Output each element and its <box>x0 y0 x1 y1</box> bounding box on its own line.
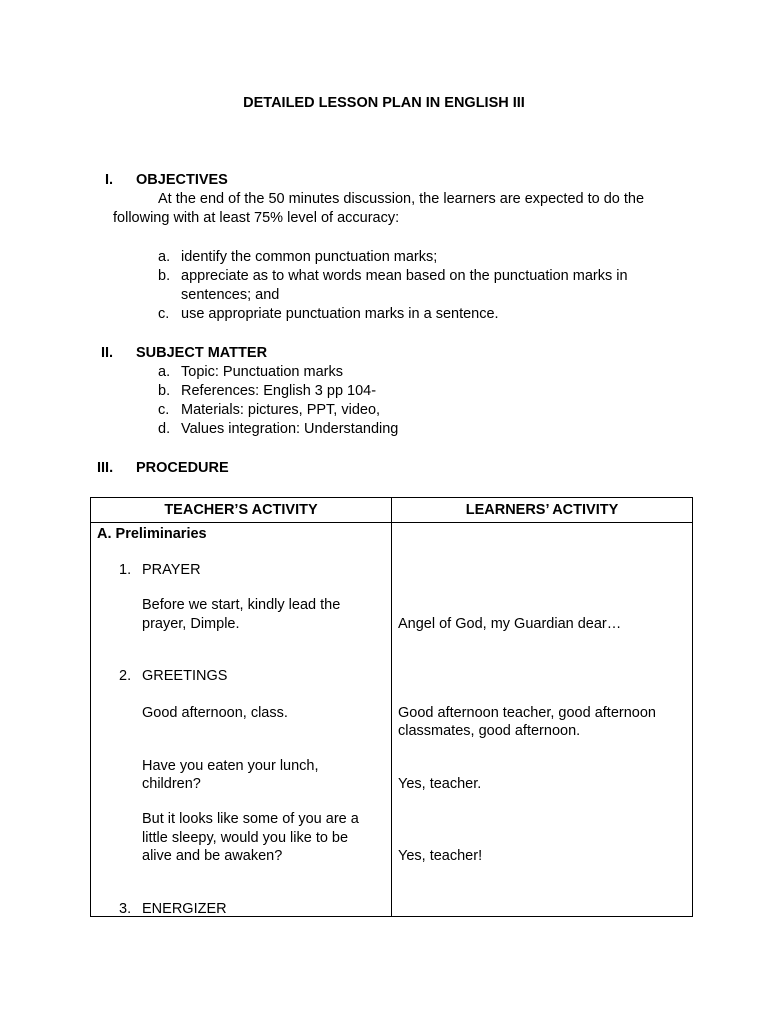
objectives-intro-line1: At the end of the 50 minutes discussion, the learners are expected to do the <box>158 191 645 207</box>
objective-item-text: use appropriate punctuation marks in a sentence. <box>181 306 499 322</box>
subject-item-c <box>158 401 558 420</box>
step-number: 1. <box>119 562 132 578</box>
teacher-line: children? <box>142 776 201 792</box>
subject-item-label: c. <box>158 402 170 418</box>
learners-activity-header: LEARNERS’ ACTIVITY <box>392 498 693 523</box>
objective-item-text: identify the common punctuation marks; <box>181 249 438 265</box>
subject-item-b <box>158 382 558 401</box>
subject-item-a <box>158 363 558 382</box>
teacher-line: But it looks like some of you are a <box>142 811 359 827</box>
subject-item-text: Topic: Punctuation marks <box>181 364 343 380</box>
learner-line: Yes, teacher. <box>398 776 482 792</box>
subject-item-text: Values integration: Understanding <box>181 421 399 437</box>
teacher-activity-header: TEACHER’S ACTIVITY <box>91 498 392 523</box>
objective-item-label: b. <box>158 268 171 284</box>
teacher-line: Have you eaten your lunch, <box>142 758 319 774</box>
teacher-line: prayer, Dimple. <box>142 616 240 632</box>
subject-item-label: d. <box>158 421 171 437</box>
subject-item-text: References: English 3 pp 104- <box>181 383 377 399</box>
objective-item-label: c. <box>158 306 170 322</box>
table-row <box>91 523 693 917</box>
teacher-line: alive and be awaken? <box>142 848 283 864</box>
table-header-row <box>91 498 693 523</box>
learner-line: Angel of God, my Guardian dear… <box>398 616 622 632</box>
procedure-table <box>90 497 693 917</box>
subject-item-text: Materials: pictures, PPT, video, <box>181 402 381 418</box>
objective-item-label: a. <box>158 249 171 265</box>
objective-item-text-continued: sentences; and <box>181 287 280 303</box>
subject-matter-heading: SUBJECT MATTER <box>136 345 268 361</box>
objectives-intro-line2: following with at least 75% level of accuracy: <box>113 210 400 226</box>
objective-item-c <box>158 305 678 324</box>
teacher-line: Good afternoon, class. <box>142 705 288 721</box>
subject-item-d <box>158 420 558 439</box>
objective-item-b <box>158 267 678 305</box>
step-energizer: ENERGIZER <box>142 901 227 917</box>
learner-line: Good afternoon teacher, good afternoon <box>398 705 656 721</box>
step-number: 3. <box>119 901 132 917</box>
teacher-line: Before we start, kindly lead the <box>142 597 341 613</box>
objective-item-a <box>158 248 678 267</box>
objectives-heading: OBJECTIVES <box>136 172 228 188</box>
step-number: 2. <box>119 668 132 684</box>
learner-line: classmates, good afternoon. <box>398 723 581 739</box>
procedure-numeral: III. <box>97 460 114 476</box>
learner-line: Yes, teacher! <box>398 848 483 864</box>
section-label: A. Preliminaries <box>97 526 207 542</box>
subject-matter-numeral: II. <box>101 345 114 361</box>
objective-item-text: appreciate as to what words mean based on the punctuation marks in <box>181 268 628 284</box>
step-greetings: GREETINGS <box>142 668 228 684</box>
subject-item-label: b. <box>158 383 171 399</box>
subject-item-label: a. <box>158 364 171 380</box>
document-title: DETAILED LESSON PLAN IN ENGLISH III <box>243 95 525 111</box>
procedure-heading: PROCEDURE <box>136 460 229 476</box>
teacher-line: little sleepy, would you like to be <box>142 830 349 846</box>
step-prayer: PRAYER <box>142 562 201 578</box>
learners-activity-cell <box>392 523 693 917</box>
teacher-activity-cell <box>91 523 392 917</box>
objectives-numeral: I. <box>105 172 114 188</box>
